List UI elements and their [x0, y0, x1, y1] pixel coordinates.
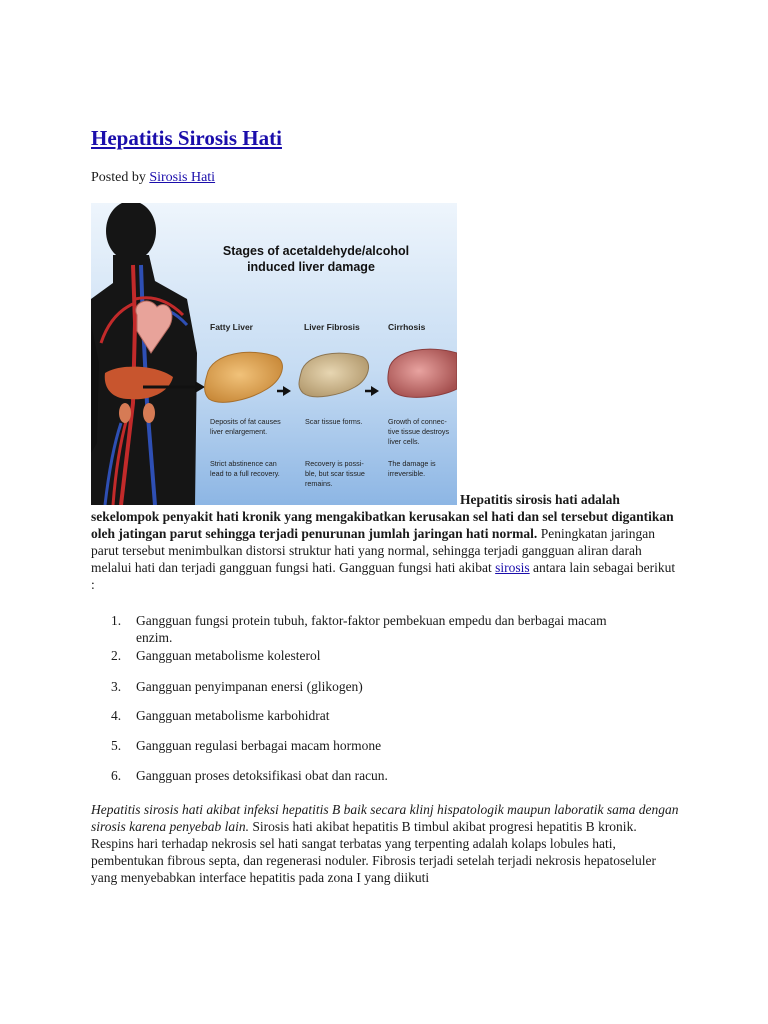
- cirrhosis-note-line2: irreversible.: [388, 469, 426, 478]
- list-number: 2.: [111, 648, 122, 663]
- cirrhosis-desc-line3: liver cells.: [388, 437, 420, 446]
- figure-heading-line1: Stages of acetaldehyde/alcohol: [222, 244, 410, 258]
- list-number: 1.: [111, 613, 122, 628]
- italic-lead: Hepatitis sirosis hati akibat infeksi hepatitis B baik secara klinj hispatologik maupun laboratik sama dengan sirosis karena penyebab lain.: [91, 802, 679, 834]
- liver-damage-illustration: [91, 203, 457, 505]
- stage-label-fatty-liver: Fatty Liver: [210, 322, 253, 332]
- fibrosis-note-line2: ble, but scar tissue: [305, 469, 365, 478]
- list-item-text: Gangguan metabolisme kolesterol: [136, 648, 321, 663]
- list-number: 4.: [111, 708, 122, 723]
- author-link[interactable]: Sirosis Hati: [149, 170, 216, 185]
- fibrosis-note-line1: Recovery is possi-: [305, 459, 364, 468]
- fibrosis-desc-line1: Scar tissue forms.: [305, 417, 363, 426]
- cirrhosis-desc-line1: Growth of connec-: [388, 417, 447, 426]
- cirrhosis-note-line1: The damage is: [388, 459, 436, 468]
- post-title: [91, 124, 282, 152]
- fatty-note-line2: lead to a full recovery.: [210, 469, 280, 478]
- cirrhosis-desc-line2: tive tissue destroys: [388, 427, 450, 436]
- intro-text: Peningkatan jaringan parut tersebut menimbulkan distorsi struktur hati yang normal, sehingga terjadi gangguan aliran darah melalui hati dan terjadi gangguan fungsi hati. Gangguan fungsi hati akibat: [91, 526, 656, 575]
- list-item-text: Gangguan regulasi berbagai macam hormone: [136, 738, 382, 753]
- cirrhosis-liver-icon: [388, 349, 457, 397]
- intro-text-after: antara lain sebagai berikut :: [91, 560, 676, 592]
- intro-paragraph: [91, 508, 679, 593]
- fatty-desc-line2: liver enlargement.: [210, 427, 268, 436]
- stage-label-liver-fibrosis: Liver Fibrosis: [304, 322, 360, 332]
- list-item-text: Gangguan penyimpanan enersi (glikogen): [136, 679, 363, 694]
- list-item-text: Gangguan fungsi protein tubuh, faktor-faktor pembekuan empedu dan berbagai macam: [136, 613, 607, 628]
- list-number: 5.: [111, 738, 122, 753]
- posted-by-label: Posted by: [91, 170, 150, 185]
- hepatitis-b-text: Sirosis hati akibat hepatitis B timbul akibat progresi hepatitis B kronik. Respins hari terhadap nekrosis sel hati sangat terbatas yang terpenting adalah kolaps lobules hati, pembentukan fibrous septa, dan regenerasi noduler. Fibrosis terjadi setelah terjadi nekrosis hepatoseluler yang menyebabkan interface hepatitis pada zona I yang diikuti: [91, 819, 656, 885]
- fatty-note-line1: Strict abstinence can: [210, 459, 277, 468]
- list-number: 3.: [111, 679, 122, 694]
- hepatitis-b-paragraph: [91, 801, 681, 886]
- list-item-text: Gangguan proses detoksifikasi obat dan racun.: [136, 768, 388, 783]
- list-item-text-cont: enzim.: [136, 630, 173, 645]
- list-number: 6.: [111, 768, 122, 783]
- post-byline: [91, 169, 215, 187]
- post-title-link[interactable]: Hepatitis Sirosis Hati: [91, 126, 282, 150]
- figure-heading-line2: induced liver damage: [247, 260, 375, 274]
- sirosis-link[interactable]: sirosis: [495, 560, 530, 575]
- fatty-desc-line1: Deposits of fat causes: [210, 417, 281, 426]
- lead-sentence-start: Hepatitis sirosis hati adalah: [460, 492, 620, 507]
- lead-sentence-bold: sekelompok penyakit hati kronik yang mengakibatkan kerusakan sel hati dan sel tersebut digantikan oleh jatingan parut sehingga terjadi penurunan jumlah jaringan hati normal.: [91, 509, 674, 541]
- list-item-text: Gangguan metabolisme karbohidrat: [136, 708, 330, 723]
- fibrosis-note-line3: remains.: [305, 479, 333, 488]
- stage-label-cirrhosis: Cirrhosis: [388, 322, 426, 332]
